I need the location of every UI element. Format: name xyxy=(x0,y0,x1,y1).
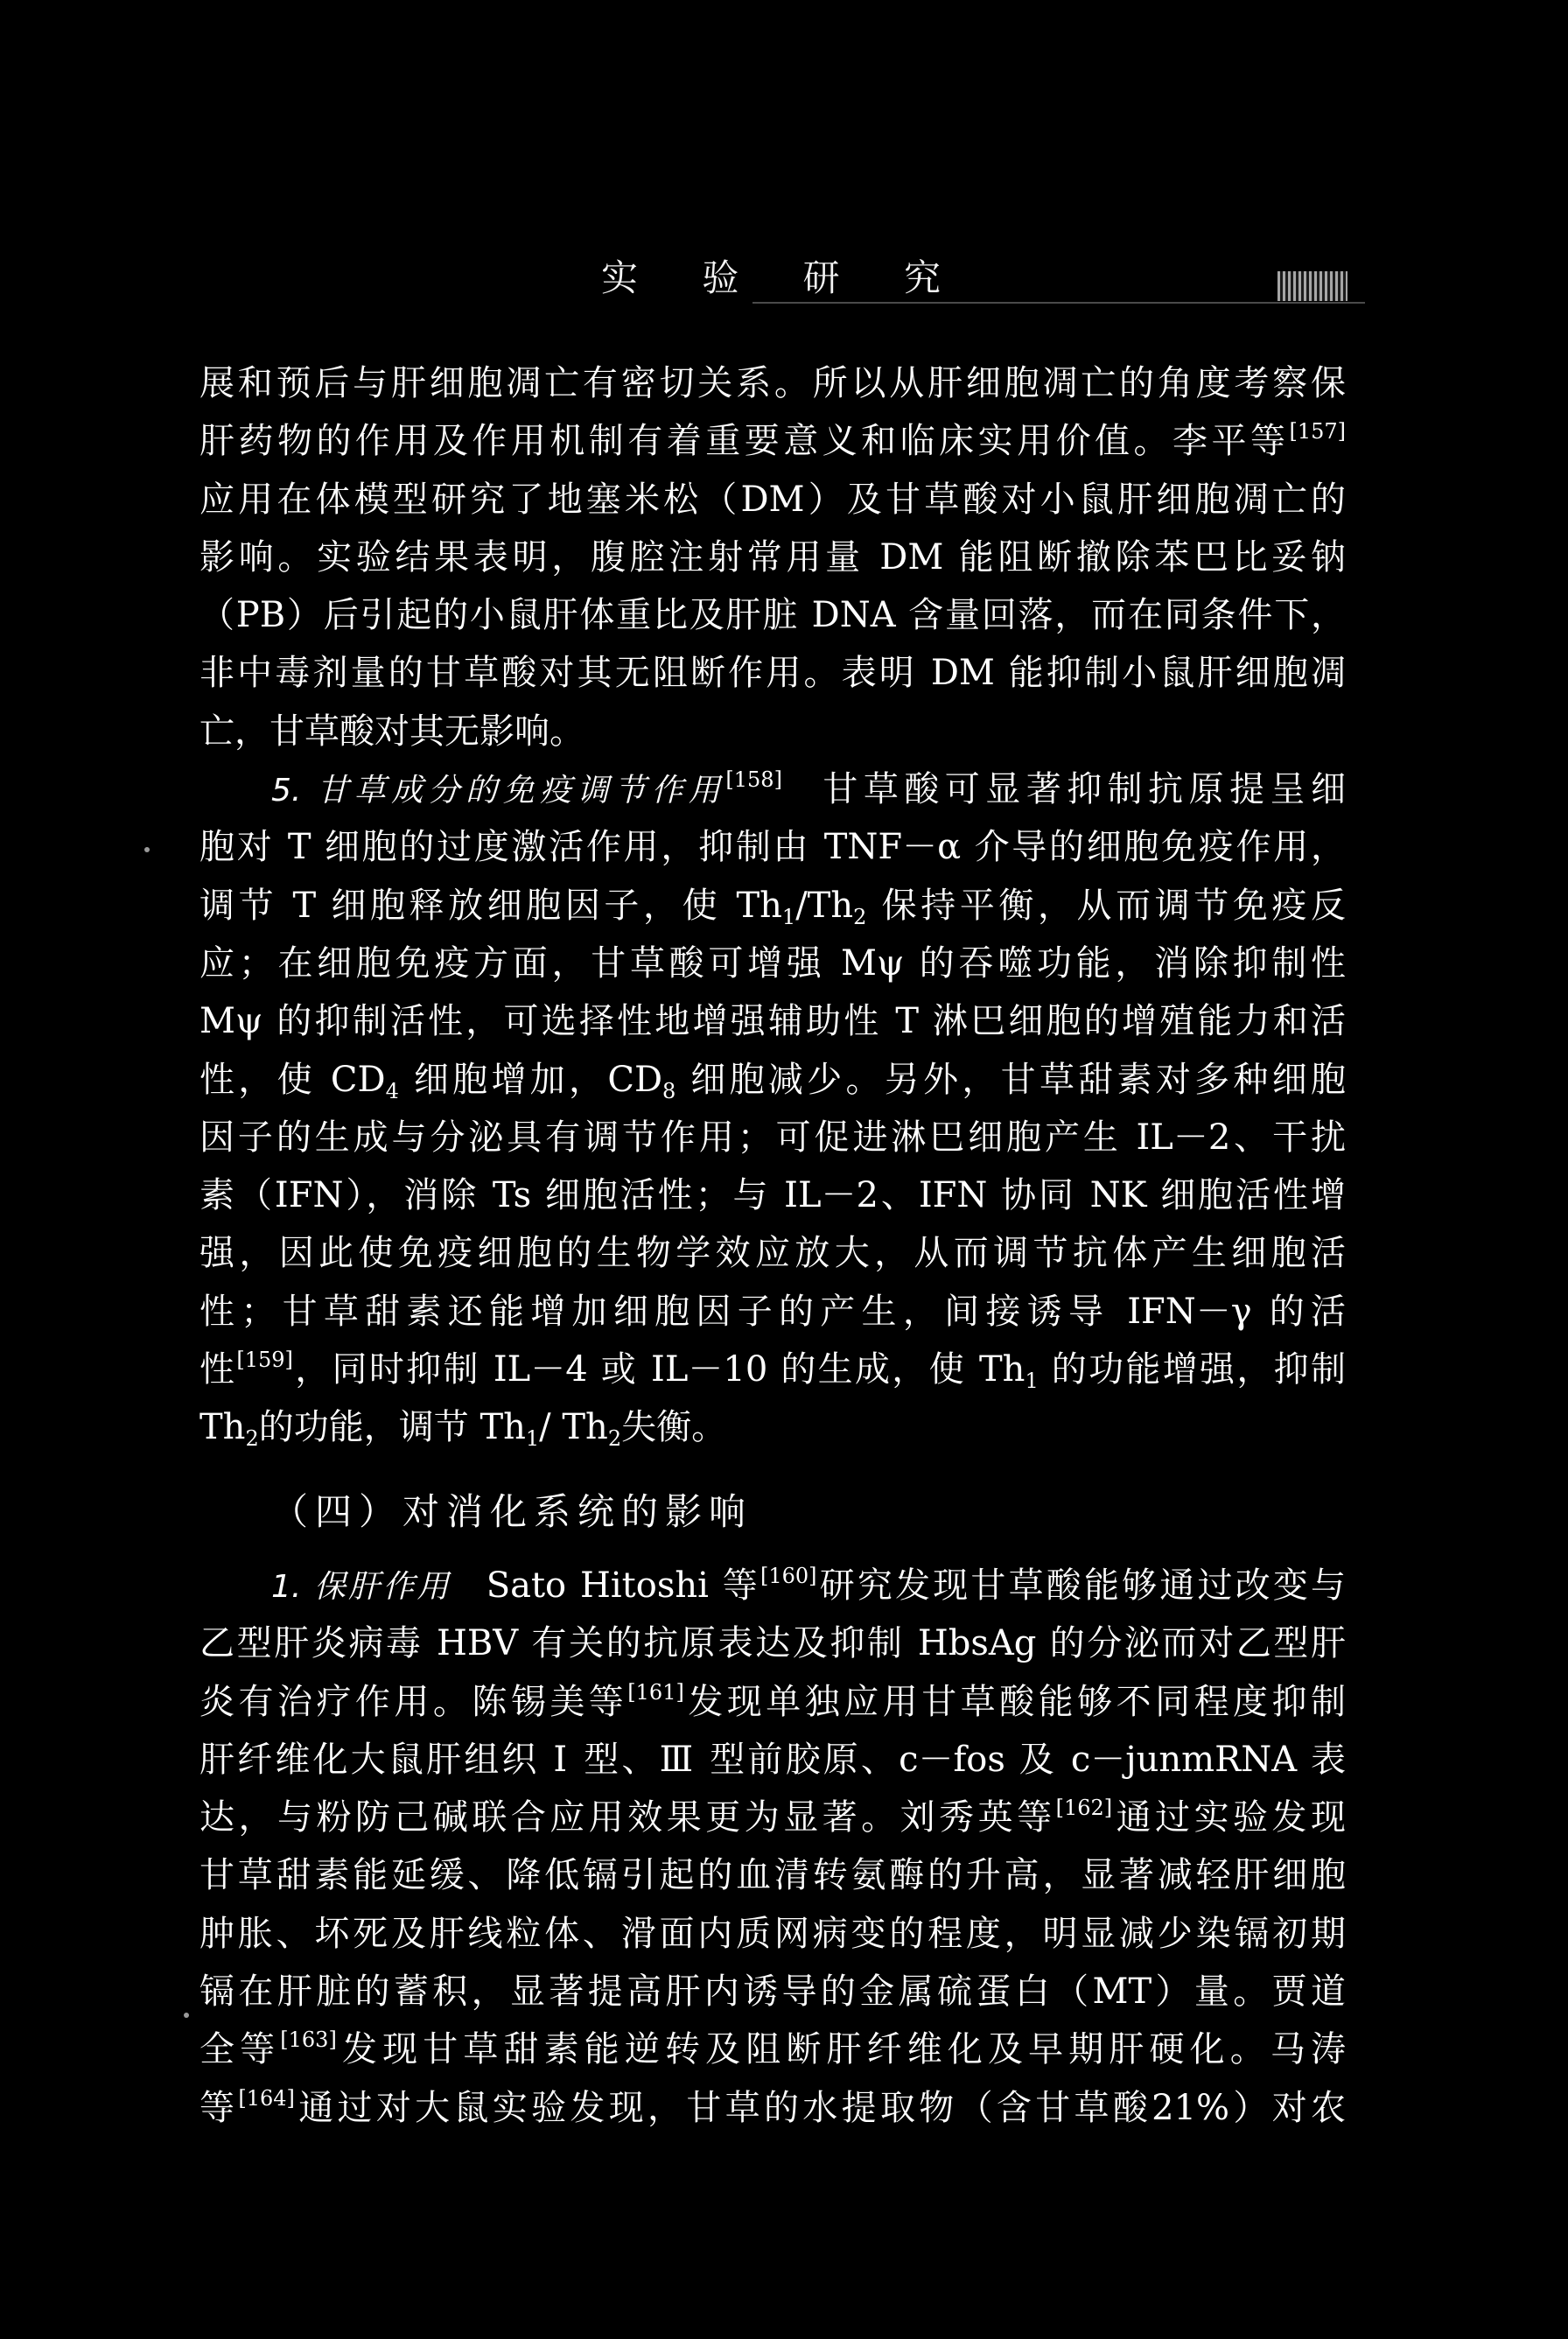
text-line: 非中毒剂量的甘草酸对其无阻断作用。表明 DM 能抑制小鼠肝细胞凋 xyxy=(200,653,1346,694)
text-line: 胞对 T 细胞的过度激活作用，抑制由 TNF－α 介导的细胞免疫作用， xyxy=(200,827,1346,868)
text-span: 全等 xyxy=(200,2029,281,2070)
text-line xyxy=(200,1557,1346,1614)
text-span: 的功能增强，抑制 xyxy=(1038,1349,1346,1390)
text-line: 素（IFN），消除 Ts 细胞活性；与 IL－2、IFN 协同 NK 细胞活性增 xyxy=(200,1175,1346,1216)
text-span: 炎有治疗作用。陈锡美等 xyxy=(200,1681,628,1722)
text-line: 乙型肝炎病毒 HBV 有关的抗原表达及抑制 HbsAg 的分泌而对乙型肝 xyxy=(200,1623,1346,1664)
running-header: 实 验 研 究 xyxy=(600,256,968,299)
text-span: 通过对大鼠实验发现，甘草的水提取物（含甘草酸21%）对农 xyxy=(294,2087,1346,2128)
text-line: 影响。实验结果表明，腹腔注射常用量 DM 能阻断撤除苯巴比妥钠 xyxy=(200,536,1346,578)
scan-speck xyxy=(144,847,150,852)
text-line xyxy=(200,1398,1346,1456)
text-span: 发现甘草甜素能逆转及阻断肝纤维化及早期肝硬化。马涛 xyxy=(336,2029,1346,2070)
header-mark xyxy=(1278,271,1348,301)
text-line xyxy=(200,1789,1346,1846)
citation-ref: [164] xyxy=(238,2085,295,2111)
text-line: 应；在细胞免疫方面，甘草酸可增强 Mψ 的吞噬功能，消除抑制性 xyxy=(200,942,1346,984)
text-span: 甘草酸可显著抑制抗原提呈细 xyxy=(816,769,1346,810)
subscript: 2 xyxy=(607,1426,622,1452)
text-line xyxy=(200,2020,1346,2078)
text-span: Sato Hitoshi 等 xyxy=(486,1565,760,1606)
subscript: 1 xyxy=(781,904,796,929)
citation-ref: [161] xyxy=(627,1679,684,1705)
subscript: 2 xyxy=(245,1426,259,1452)
text-span: 细胞增加，CD xyxy=(398,1059,663,1100)
text-line xyxy=(200,1051,1346,1109)
subsection-heading: 5. 甘草成分的免疫调节作用 xyxy=(271,773,726,809)
text-span: 通过实验发现 xyxy=(1112,1797,1346,1838)
text-line: 肿胀、坏死及肝线粒体、滑面内质网病变的程度，明显减少染镉初期 xyxy=(200,1913,1346,1954)
text-line: 强，因此使免疫细胞的生物学效应放大，从而调节抗体产生细胞活 xyxy=(200,1233,1346,1274)
subscript: 8 xyxy=(662,1078,676,1103)
text-span: 性，使 CD xyxy=(200,1059,386,1100)
text-line xyxy=(200,2079,1346,2137)
text-line xyxy=(200,1673,1346,1731)
text-line: 亡，甘草酸对其无影响。 xyxy=(200,711,584,752)
subscript: 1 xyxy=(525,1426,540,1452)
text-line xyxy=(200,760,1346,818)
text-span: 的功能，调节 Th xyxy=(258,1407,526,1448)
scan-speck xyxy=(184,2013,189,2018)
text-span: 失衡。 xyxy=(621,1407,727,1448)
header-rule xyxy=(752,302,1365,304)
text-span: /Th xyxy=(795,885,854,926)
subsection-heading: 1. 保肝作用 xyxy=(271,1568,452,1605)
text-span: 性 xyxy=(200,1349,237,1390)
citation-ref: [160] xyxy=(760,1563,817,1588)
text-span: 保持平衡，从而调节免疫反 xyxy=(866,885,1346,926)
citation-ref: [163] xyxy=(280,2027,337,2053)
text-span: 肝药物的作用及作用机制有着重要意义和临床实用价值。李平等 xyxy=(200,421,1290,462)
citation-ref: [162] xyxy=(1055,1796,1113,1821)
text-line: Mψ 的抑制活性，可选择性地增强辅助性 T 淋巴细胞的增殖能力和活 xyxy=(200,1001,1346,1042)
text-line xyxy=(200,412,1346,470)
text-span: Th xyxy=(200,1407,246,1448)
text-span: 调节 T 细胞释放细胞因子，使 Th xyxy=(200,885,782,926)
text-span: 细胞减少。另外，甘草甜素对多种细胞 xyxy=(676,1059,1346,1100)
text-line: 因子的生成与分泌具有调节作用；可促进淋巴细胞产生 IL－2、干扰 xyxy=(200,1117,1346,1158)
text-line: （PB）后引起的小鼠肝体重比及肝脏 DNA 含量回落，而在同条件下， xyxy=(200,595,1346,636)
text-line: 镉在肝脏的蓄积，显著提高肝内诱导的金属硫蛋白（MT）量。贾道 xyxy=(200,1971,1346,2013)
subscript: 2 xyxy=(853,904,867,929)
text-line xyxy=(200,1341,1346,1398)
text-span: 达，与粉防己碱联合应用效果更为显著。刘秀英等 xyxy=(200,1797,1056,1838)
section-heading: （四）对消化系统的影响 xyxy=(271,1489,753,1533)
text-line: 应用在体模型研究了地塞米松（DM）及甘草酸对小鼠肝细胞凋亡的 xyxy=(200,479,1346,520)
text-line xyxy=(200,877,1346,935)
text-line: 肝纤维化大鼠肝组织 Ⅰ 型、Ⅲ 型前胶原、c－fos 及 c－junmRNA 表 xyxy=(200,1739,1346,1780)
subscript: 1 xyxy=(1025,1369,1039,1394)
text-span: ，同时抑制 IL－4 或 IL－10 的生成，使 Th xyxy=(292,1349,1026,1390)
citation-ref: [159] xyxy=(236,1348,293,1373)
text-line: 甘草甜素能延缓、降低镉引起的血清转氨酶的升高，显著减轻肝细胞 xyxy=(200,1855,1346,1896)
body-text xyxy=(200,354,1346,2137)
text-span: / Th xyxy=(539,1407,608,1448)
text-span: 等 xyxy=(200,2087,239,2128)
text-line: 展和预后与肝细胞凋亡有密切关系。所以从肝细胞凋亡的角度考察保 xyxy=(200,363,1346,403)
text-span: 发现单独应用甘草酸能够不同程度抑制 xyxy=(683,1681,1346,1722)
text-span: 研究发现甘草酸能够通过改变与 xyxy=(816,1565,1346,1606)
citation-ref: [158] xyxy=(725,767,782,793)
citation-ref: [157] xyxy=(1289,419,1346,445)
subscript: 4 xyxy=(385,1078,399,1103)
text-line: 性；甘草甜素还能增加细胞因子的产生，间接诱导 IFN－γ 的活 xyxy=(200,1291,1346,1332)
